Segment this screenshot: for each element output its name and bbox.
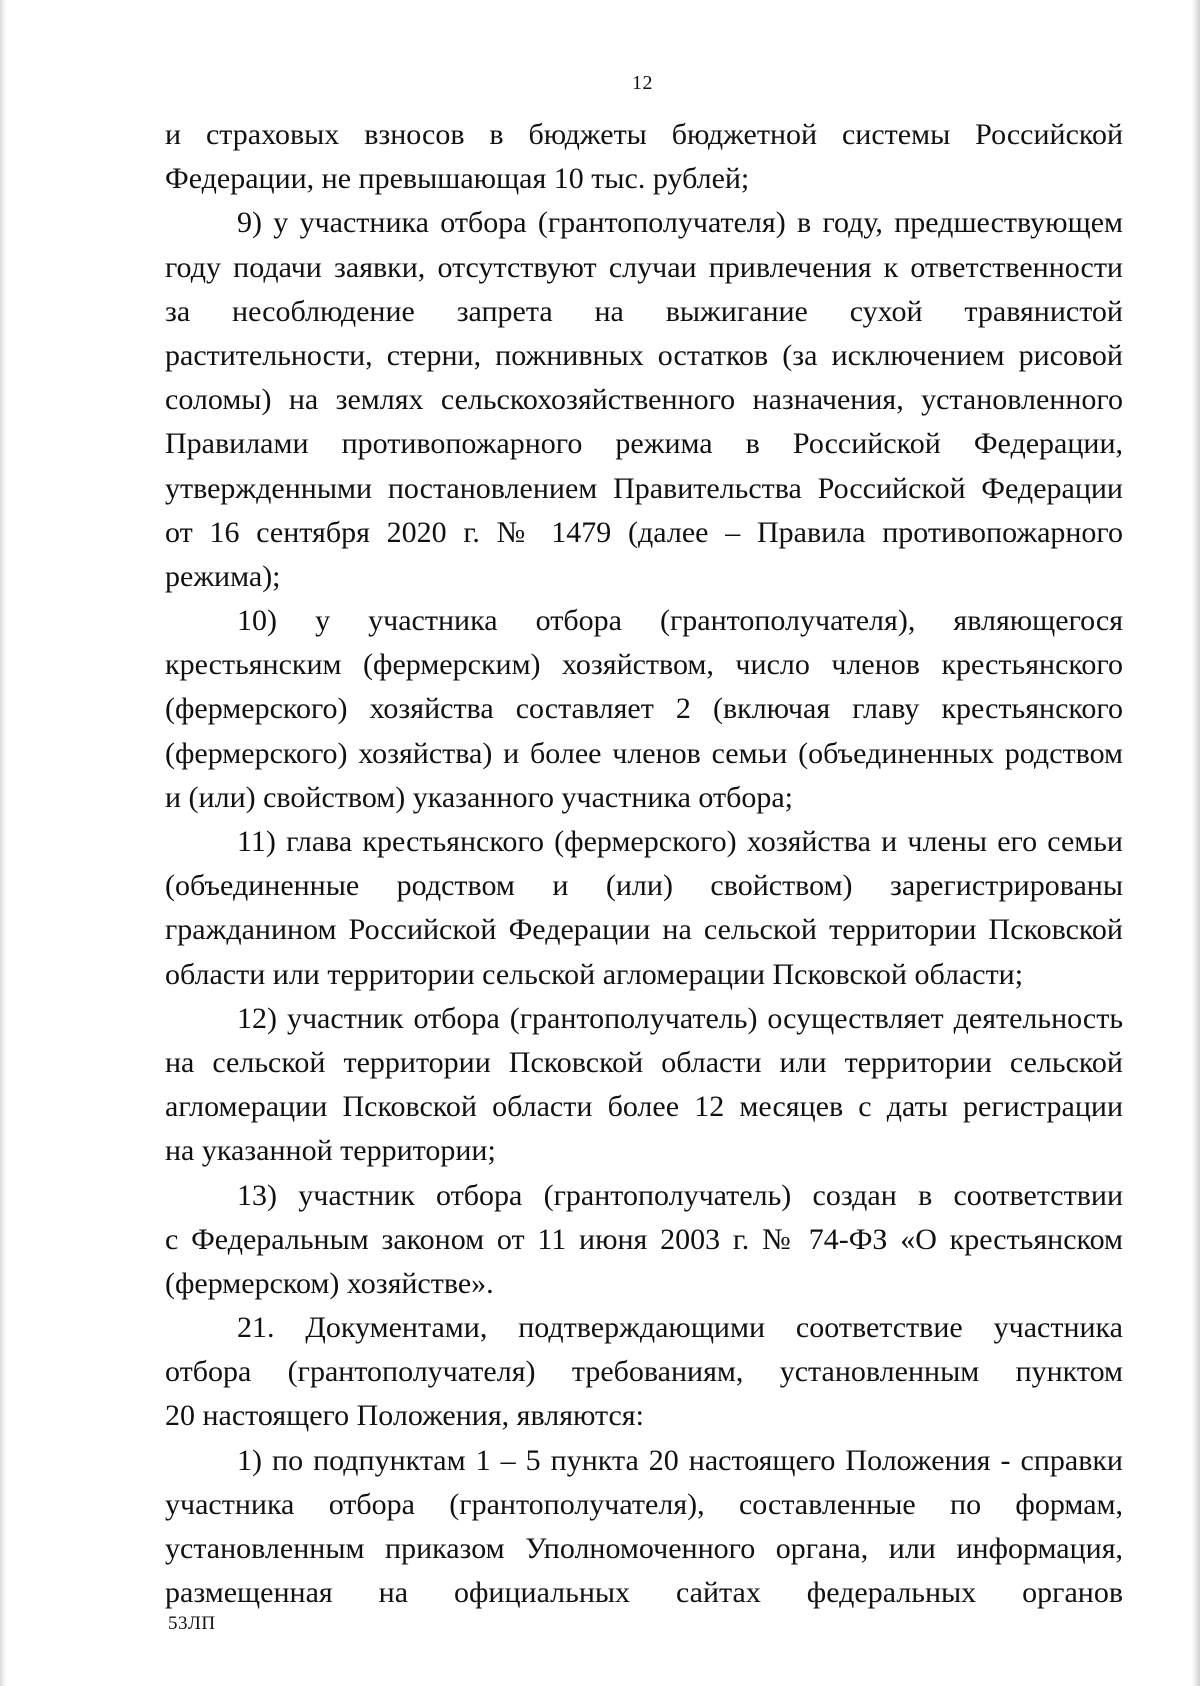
- text-line: (фермерского) хозяйства составляет 2 (включая главу крестьянского: [165, 692, 1123, 726]
- text-line: гражданином Российской Федерации на сельской территории Псковской: [165, 913, 1123, 947]
- text-line: 20 настоящего Положения, являются:: [165, 1399, 644, 1433]
- text-line: области или территории сельской агломерации Псковской области;: [165, 957, 1024, 991]
- text-line: режима);: [165, 559, 281, 593]
- text-line: соломы) на землях сельскохозяйственного назначения, установленного: [165, 383, 1123, 417]
- document-body: [165, 113, 1123, 1615]
- text-line: Правилами противопожарного режима в Российской Федерации,: [165, 427, 1123, 461]
- page-number: 12: [632, 72, 653, 94]
- text-line: утвержденными постановлением Правительства Российской Федерации: [165, 471, 1123, 505]
- text-line: и страховых взносов в бюджеты бюджетной системы Российской: [165, 118, 1123, 151]
- text-line: отбора (грантополучателя) требованиям, установленным пунктом: [165, 1355, 1123, 1389]
- text-line: 13) участник отбора (грантополучатель) создан в соответствии: [237, 1178, 1123, 1212]
- text-line: и (или) свойством) указанного участника отбора;: [165, 780, 794, 814]
- text-line: крестьянским (фермерским) хозяйством, число членов крестьянского: [165, 648, 1123, 682]
- scan-left-edge: [0, 0, 7, 1686]
- text-line: году подачи заявки, отсутствуют случаи привлечения к ответственности: [165, 250, 1123, 284]
- text-line: за несоблюдение запрета на выжигание сухой травянистой: [165, 294, 1123, 328]
- text-line: (объединенные родством и (или) свойством) зарегистрированы: [165, 869, 1123, 903]
- text-line: (фермерском) хозяйстве».: [165, 1266, 494, 1300]
- text-line: (фермерского) хозяйства) и более членов семьи (объединенных родством: [165, 736, 1123, 770]
- text-line: 9) у участника отбора (грантополучателя) в году, предшествующем: [237, 206, 1123, 240]
- text-line: на указанной территории;: [165, 1134, 496, 1168]
- scan-right-edge: [1191, 0, 1200, 1686]
- text-line: 1) по подпунктам 1 – 5 пункта 20 настоящего Положения - справки: [237, 1443, 1123, 1477]
- text-line: 11) глава крестьянского (фермерского) хозяйства и члены его семьи: [237, 825, 1123, 858]
- footer-document-code: 53ЛП: [168, 1613, 216, 1634]
- text-line: 10) у участника отбора (грантополучателя), являющегося: [237, 604, 1123, 638]
- text-line: с Федеральным законом от 11 июня 2003 г. № 74-ФЗ «О крестьянском: [165, 1222, 1123, 1256]
- text-line: установленным приказом Уполномоченного органа, или информация,: [165, 1532, 1123, 1565]
- text-line: растительности, стерни, пожнивных остатков (за исключением рисовой: [165, 338, 1123, 372]
- text-line: на сельской территории Псковской области или территории сельской: [165, 1045, 1123, 1079]
- text-line: размещенная на официальных сайтах федеральных органов: [165, 1576, 1123, 1610]
- text-line: участника отбора (грантополучателя), составленные по формам,: [165, 1487, 1123, 1521]
- text-line: агломерации Псковской области более 12 месяцев с даты регистрации: [165, 1090, 1123, 1124]
- text-line: от 16 сентября 2020 г. № 1479 (далее – Правила противопожарного: [165, 515, 1123, 549]
- text-line: 12) участник отбора (грантополучатель) осуществляет деятельность: [237, 1001, 1123, 1035]
- text-line: 21. Документами, подтверждающими соответствие участника: [237, 1311, 1123, 1345]
- text-line: Федерации, не превышающая 10 тыс. рублей;: [165, 162, 750, 196]
